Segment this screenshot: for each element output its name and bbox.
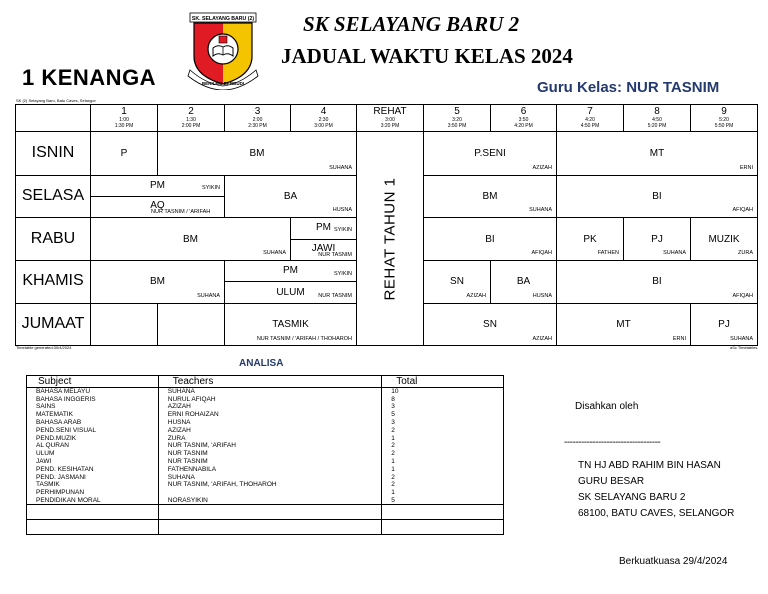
teachers-cell: NUR TASNIM, 'ARIFAH	[158, 442, 381, 450]
teachers-cell: ERNI ROHAIZAN	[158, 411, 381, 419]
empty-cell	[27, 504, 159, 519]
teachers-cell: NORASYIKIN	[158, 497, 381, 505]
total-cell: 2	[382, 473, 504, 481]
column-header: Teachers	[158, 376, 381, 388]
table-row	[27, 489, 504, 497]
subject-cell: PERHIMPUNAN	[27, 489, 159, 497]
empty-cell	[90, 303, 158, 346]
teachers-cell: NUR TASNIM, 'ARIFAH, THOHAROH	[158, 481, 381, 489]
teachers-cell: SUHANA	[158, 388, 381, 396]
period-header: 5 3:20 3:50 PM	[423, 104, 491, 132]
class-name: 1 KENANGA	[22, 65, 157, 90]
teachers-cell: AZIZAH	[158, 403, 381, 411]
blank-row	[27, 504, 504, 519]
class-teacher-name: NUR TASNIM	[626, 79, 720, 96]
empty-cell	[27, 519, 159, 534]
signature-line: ----------------------------------	[564, 437, 661, 448]
lesson-cell: BA HUSNA	[224, 175, 357, 218]
period-header: 3 2:00 2:30 PM	[224, 104, 291, 132]
school-address-small: SK (2) Selayang Baru, Batu Caves, Selangor	[16, 98, 96, 103]
total-cell: 10	[382, 388, 504, 396]
teachers-cell	[158, 489, 381, 497]
total-cell: 5	[382, 411, 504, 419]
lesson-cell: PK FATHEN	[556, 217, 624, 261]
subject-cell: MATEMATIK	[27, 411, 159, 419]
lesson-cell: PJ SUHANA	[623, 217, 691, 261]
period-header: 1 1:00 1:30 PM	[90, 104, 158, 132]
table-header-row	[27, 376, 504, 388]
teachers-cell: FATHENNABILA	[158, 465, 381, 473]
table-row	[27, 458, 504, 466]
table-row	[27, 450, 504, 458]
blank-row	[27, 519, 504, 534]
empty-cell	[158, 519, 381, 534]
period-header: 9 5:20 5:50 PM	[690, 104, 758, 132]
table-row	[27, 497, 504, 505]
school-crest-logo	[186, 12, 276, 90]
total-cell: 2	[382, 450, 504, 458]
empty-cell	[158, 504, 381, 519]
lesson-cell: MT ERNI	[556, 131, 758, 176]
column-header: Total	[382, 376, 504, 388]
period-header: 2 1:30 2:00 PM	[157, 104, 225, 132]
lesson-cell: BM SUHANA	[90, 260, 225, 304]
subject-cell: TASMIK	[27, 481, 159, 489]
teachers-cell: NUR TASNIM	[158, 450, 381, 458]
approver-address: 68100, BATU CAVES, SELANGOR	[578, 508, 735, 519]
day-label: JUMAAT	[15, 303, 91, 346]
lesson-cell: SN AZIZAH	[423, 303, 557, 346]
table-row	[27, 426, 504, 434]
period-header: 8 4:50 5:20 PM	[623, 104, 691, 132]
analysis-rows	[27, 388, 504, 535]
table-row	[27, 403, 504, 411]
software-note: aSc Timetables	[730, 345, 758, 350]
generated-note: Timetable generated:30/4/2024	[16, 345, 72, 350]
period-header: 4 2:30 3:00 PM	[290, 104, 357, 132]
column-header: Subject	[27, 376, 159, 388]
subject-cell: PEND. JASMANI	[27, 473, 159, 481]
lesson-cell: BI AFIQAH	[423, 217, 557, 261]
subject-cell: BAHASA MELAYU	[27, 388, 159, 396]
empty-cell	[382, 519, 504, 534]
teachers-cell: NURUL AFIQAH	[158, 395, 381, 403]
subject-cell: PEND. KESIHATAN	[27, 465, 159, 473]
subject-cell: PEND.MUZIK	[27, 434, 159, 442]
corner-cell	[15, 104, 91, 132]
day-label: KHAMIS	[15, 260, 91, 304]
total-cell: 1	[382, 458, 504, 466]
table-row	[27, 411, 504, 419]
table-row	[27, 395, 504, 403]
total-cell: 1	[382, 465, 504, 473]
period-header: 7 4:20 4:50 PM	[556, 104, 624, 132]
lesson-cell: SN AZIZAH	[423, 260, 491, 304]
lesson-cell: BI AFIQAH	[556, 175, 758, 218]
rehat-header: REHAT 3:00 3:20 PM	[356, 104, 424, 132]
total-cell: 3	[382, 403, 504, 411]
approver-name: TN HJ ABD RAHIM BIN HASAN	[578, 460, 721, 471]
total-cell: 2	[382, 442, 504, 450]
table-row	[27, 419, 504, 427]
lesson-cell: JAWI NUR TASNIM	[290, 239, 357, 261]
lesson-cell: PM SYIKIN	[224, 260, 357, 282]
lesson-cell: PJ SUHANA	[690, 303, 758, 346]
subject-cell: ULUM	[27, 450, 159, 458]
approver-position: GURU BESAR	[578, 476, 645, 487]
total-cell: 2	[382, 426, 504, 434]
svg-text:BERILMU BERBUDI: BERILMU BERBUDI	[201, 81, 245, 86]
teachers-cell: HUSNA	[158, 419, 381, 427]
subject-cell: AL QURAN	[27, 442, 159, 450]
total-cell: 1	[382, 434, 504, 442]
subject-cell: BAHASA ARAB	[27, 419, 159, 427]
analysis-title: ANALISA	[239, 358, 284, 369]
total-cell: 1	[382, 489, 504, 497]
total-cell: 2	[382, 481, 504, 489]
table-row	[27, 481, 504, 489]
teachers-cell: NUR TASNIM	[158, 458, 381, 466]
teachers-cell: AZIZAH	[158, 426, 381, 434]
lesson-cell: BM SUHANA	[90, 217, 291, 261]
class-teacher	[537, 79, 719, 96]
approver-school: SK SELAYANG BARU 2	[578, 492, 686, 503]
lesson-cell: BI AFIQAH	[556, 260, 758, 304]
total-cell: 8	[382, 395, 504, 403]
day-label: RABU	[15, 217, 91, 261]
subject-cell: PENDIDIKAN MORAL	[27, 497, 159, 505]
lesson-cell: ULUM NUR TASNIM	[224, 281, 357, 304]
lesson-cell: MUZIK ZURA	[690, 217, 758, 261]
day-label: ISNIN	[15, 131, 91, 176]
subject-cell: PEND.SENI VISUAL	[27, 426, 159, 434]
lesson-cell: BM SUHANA	[423, 175, 557, 218]
rehat-block: REHAT TAHUN 1	[356, 131, 424, 346]
table-row	[27, 434, 504, 442]
lesson-cell: TASMIK NUR TASNIM / 'ARIFAH / THOHAROH	[224, 303, 357, 346]
timetable-grid	[16, 105, 759, 346]
lesson-cell: BA HUSNA	[490, 260, 557, 304]
subject-cell: JAWI	[27, 458, 159, 466]
empty-cell	[382, 504, 504, 519]
total-cell: 5	[382, 497, 504, 505]
subject-cell: SAINS	[27, 403, 159, 411]
lesson-cell: BM SUHANA	[157, 131, 357, 176]
period-header: 6 3:50 4:20 PM	[490, 104, 557, 132]
table-row	[27, 442, 504, 450]
timetable-title: JADUAL WAKTU KELAS 2024	[281, 44, 573, 68]
analysis-table	[26, 375, 504, 535]
lesson-cell: PM SYIKIN	[290, 217, 357, 240]
table-row	[27, 465, 504, 473]
lesson-cell: P.SENI AZIZAH	[423, 131, 557, 176]
school-name: SK SELAYANG BARU 2	[303, 12, 520, 36]
table-row	[27, 473, 504, 481]
teachers-cell: SUHANA	[158, 473, 381, 481]
svg-text:SK. SELAYANG BARU (2): SK. SELAYANG BARU (2)	[191, 15, 255, 22]
teachers-cell: ZURA	[158, 434, 381, 442]
class-teacher-label: Guru Kelas:	[537, 79, 627, 96]
empty-cell	[157, 303, 225, 346]
lesson-cell: MT ERNI	[556, 303, 691, 346]
effective-date: Berkuatkuasa 29/4/2024	[619, 556, 728, 567]
approval-label: Disahkan oleh	[575, 401, 639, 412]
lesson-cell: AQ NUR TASNIM / 'ARIFAH	[90, 196, 225, 218]
lesson-cell: PM SYIKIN	[90, 175, 225, 197]
table-row	[27, 388, 504, 396]
total-cell: 3	[382, 419, 504, 427]
day-label: SELASA	[15, 175, 91, 218]
subject-cell: BAHASA INGGERIS	[27, 395, 159, 403]
lesson-cell: P	[90, 131, 158, 176]
